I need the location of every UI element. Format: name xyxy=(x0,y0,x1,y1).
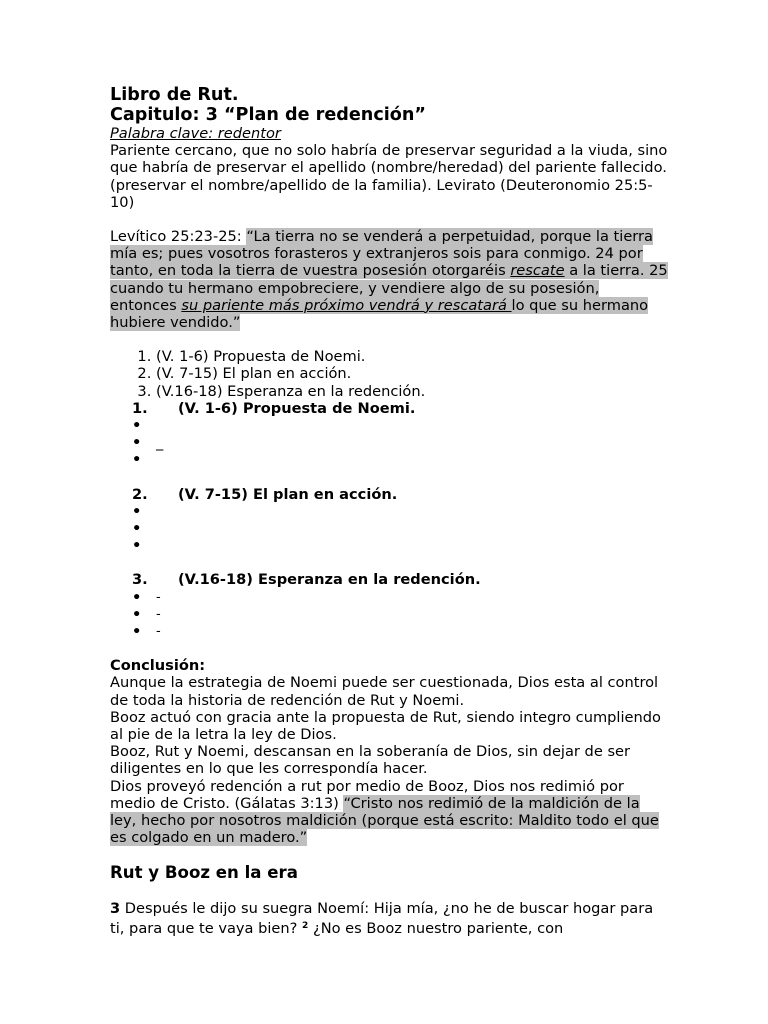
bullet-list xyxy=(110,589,668,641)
outline-item: 3. (V.16-18) Esperanza en la redención. xyxy=(156,383,668,400)
outline-item: 2. (V. 7-15) El plan en acción. xyxy=(156,365,668,382)
outline-list xyxy=(110,348,668,400)
bullet-icon: • xyxy=(132,502,142,520)
bullet-text: - xyxy=(156,623,161,639)
bullet-icon: • xyxy=(132,622,142,640)
bullet-item xyxy=(132,451,668,468)
verse-number: 3 xyxy=(110,900,121,918)
bullet-icon: • xyxy=(132,451,142,469)
bullet-item xyxy=(132,589,668,606)
section-2 xyxy=(110,486,668,555)
bullet-icon: • xyxy=(132,605,142,623)
bullet-item xyxy=(132,417,668,434)
bullet-text: _ xyxy=(156,434,164,452)
section-title: (V. 7-15) El plan en acción. xyxy=(178,485,398,503)
section-number: 1. xyxy=(132,399,148,417)
verse-superscript: 2 xyxy=(302,920,309,931)
bullet-item xyxy=(132,537,668,554)
intro-paragraph: Pariente cercano, que no solo habría de preservar seguridad a la viuda, sino que habría de preservar el apellido (nombre/heredad) del pariente fallecido. (preservar el nombre/apellido de la familia). Levirato (Deuteronomio 25:5-10) xyxy=(110,142,668,211)
verse-text: Después le dijo su suegra Noemí: Hija mía, ¿no he de buscar hogar para ti, para que te vaya bien? xyxy=(110,900,654,937)
section-heading: Rut y Booz en la era xyxy=(110,863,298,883)
leviticus-quote-1: “La tierra no se venderá a perpetuidad, porque la tierra mía es; pues vosotros forasteros y extranjeros sois para conmigo. 24 por tanto, en toda la tierra de vuestra posesión otorgaréis xyxy=(110,228,653,280)
section-1 xyxy=(110,400,668,469)
leviticus-quote-2: a la tierra. 25 cuando tu hermano empobreciere, y vendiere algo de su posesión, entonces xyxy=(110,262,668,314)
conclusion-heading: Conclusión: xyxy=(110,657,206,675)
bullet-icon: • xyxy=(132,434,142,452)
keyword-line: Palabra clave: redentor xyxy=(110,125,281,142)
conclusion-paragraph: Booz, Rut y Noemi, descansan en la soberanía de Dios, sin dejar de ser diligentes en lo que les correspondía hacer. xyxy=(110,743,631,778)
bullet-icon: • xyxy=(132,537,142,555)
section-3 xyxy=(110,571,668,640)
bullet-item xyxy=(132,606,668,623)
book-title: Libro de Rut. xyxy=(110,85,239,105)
bullet-item xyxy=(132,503,668,520)
bullet-text: - xyxy=(156,606,161,622)
conclusion-paragraph: Booz actuó con gracia ante la propuesta de Rut, siendo integro cumpliendo al pie de la letra la ley de Dios. xyxy=(110,708,661,743)
galatas-quote: “Cristo nos redimió de la maldición de la ley, hecho por nosotros maldición (porque está escrito: Maldito todo el que es colgado en un madero.” xyxy=(110,794,659,847)
section-title: (V. 1-6) Propuesta de Noemi. xyxy=(178,399,416,417)
conclusion-paragraph: Aunque la estrategia de Noemi puede ser cuestionada, Dios esta al control de toda la historia de redención de Rut y Noemi. xyxy=(110,674,659,709)
bullet-icon: • xyxy=(132,417,142,435)
verse-text: ¿No es Booz nuestro pariente, con xyxy=(308,919,564,937)
rescate-word: rescate xyxy=(510,262,565,280)
bullet-icon: • xyxy=(132,520,142,537)
bullet-list xyxy=(110,503,668,555)
leviticus-ref: Levítico 25:23-25: xyxy=(110,228,247,246)
pariente-phrase: su pariente más próximo vendrá y rescatará xyxy=(181,296,512,314)
bullet-item xyxy=(132,623,668,640)
bullet-text: - xyxy=(156,589,161,605)
verse-paragraph xyxy=(110,900,668,936)
bullet-item xyxy=(132,434,668,451)
bullet-list xyxy=(110,417,668,469)
section-title: (V.16-18) Esperanza en la redención. xyxy=(178,571,481,589)
section-number: 3. xyxy=(132,571,148,589)
conclusion-paragraph xyxy=(110,778,668,847)
chapter-title: Capitulo: 3 “Plan de redención” xyxy=(110,105,426,125)
outline-item: 1. (V. 1-6) Propuesta de Noemi. xyxy=(156,348,668,365)
bullet-icon: • xyxy=(132,588,142,606)
conclusion-text: Dios proveyó redención a rut por medio de Booz, Dios nos redimió por medio de Cristo. (Gálatas 3:13) xyxy=(110,777,624,812)
leviticus-quote-3: lo que su hermano hubiere vendido.” xyxy=(110,296,649,332)
section-number: 2. xyxy=(132,485,148,503)
leviticus-paragraph xyxy=(110,228,668,331)
bullet-item xyxy=(132,520,668,537)
